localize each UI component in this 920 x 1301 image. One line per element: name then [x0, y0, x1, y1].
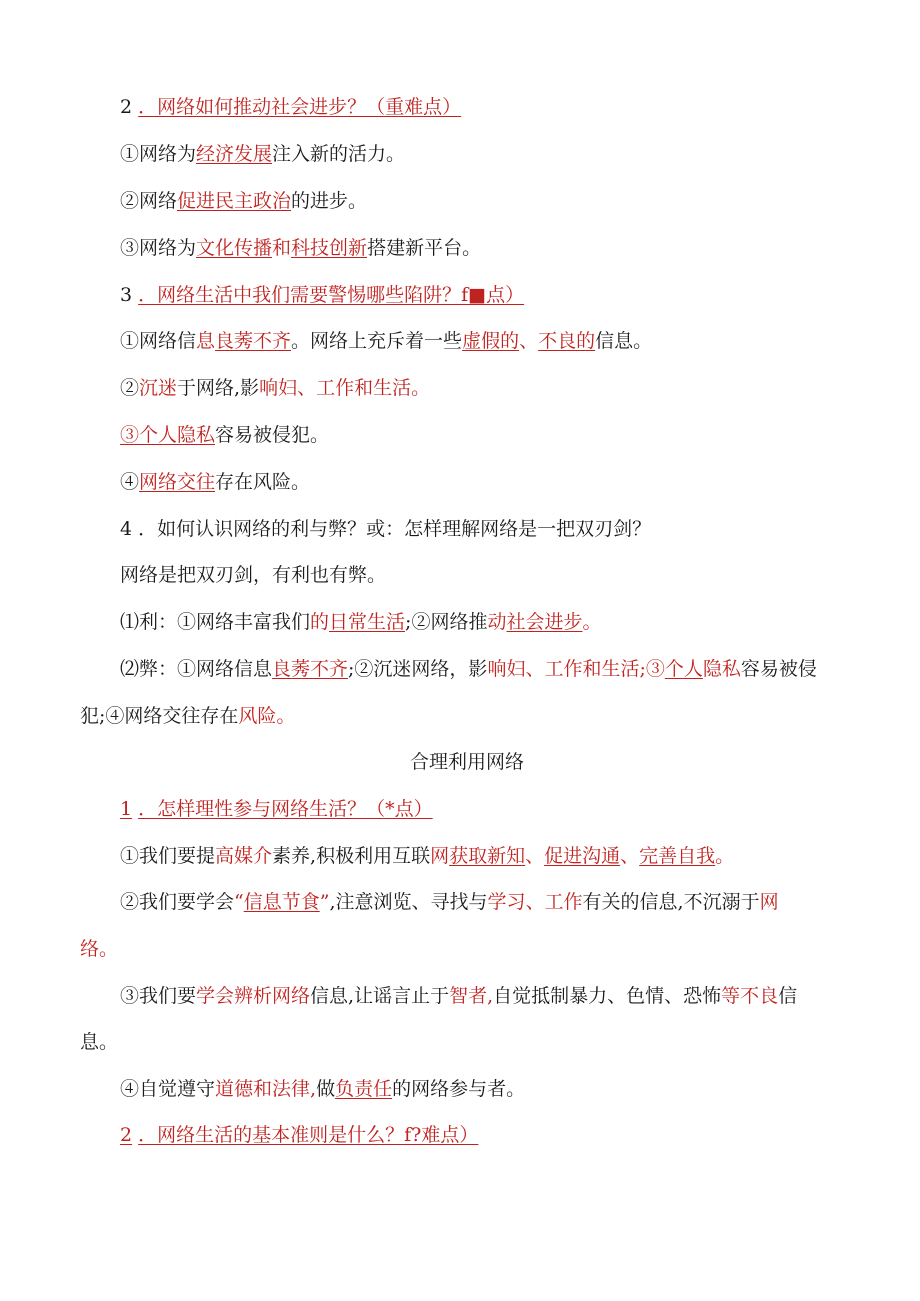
question-heading-4-pros-cons: 4 ．如何认识网络的利与弊？或：怎样理解网络是一把双刃剑？	[120, 518, 652, 540]
question-title: ．怎样理性参与网络生活？（*点）	[138, 798, 433, 820]
list-item: ②网络促进民主政治的进步。	[120, 190, 368, 212]
question-heading-1-rational-participation	[120, 796, 433, 822]
question-title: ．网络生活中我们需要警惕哪些陷阱？f■点）	[138, 284, 525, 306]
section-heading: 合理利用网络	[409, 751, 524, 773]
question-title: ．网络如何推动社会进步？（重难点）	[138, 96, 462, 118]
question-number: 2	[120, 1124, 133, 1146]
list-item: ①网络信息良莠不齐。网络上充斥着一些虚假的、不良的信息。	[120, 330, 653, 352]
question-number: 2	[120, 96, 133, 118]
list-item: ④网络交往存在风险。	[120, 471, 311, 493]
list-item: ①我们要提高媒介素养,积极利用互联网获取新知、促进沟通、完善自我。	[120, 845, 735, 867]
list-item-continuation: 络。	[80, 938, 119, 960]
question-number: 3	[120, 284, 133, 306]
paragraph: 网络是把双刃剑，有利也有弊。	[120, 564, 387, 586]
cons-line: ⑵弊：①网络信息良莠不齐;②沉迷网络，影响妇、工作和生活;③个人隐私容易被侵	[120, 658, 817, 680]
list-item: ③网络为文化传播和科技创新搭建新平台。	[120, 237, 482, 259]
cons-line-continuation: 犯;④网络交往存在风险。	[80, 705, 296, 727]
question-heading-3-network-traps	[120, 282, 524, 308]
list-item: ③个人隐私容易被侵犯。	[120, 424, 330, 446]
pros-line: ⑴利：①网络丰富我们的日常生活;②网络推动社会进步。	[120, 611, 602, 633]
question-heading-2-network-progress	[120, 94, 461, 120]
list-item: ④自觉遵守道德和法律,做负责任的网络参与者。	[120, 1078, 526, 1100]
list-item: ①网络为经济发展注入新的活力。	[120, 143, 406, 165]
question-heading-2-basic-rules	[120, 1122, 478, 1148]
question-number: 1	[120, 798, 133, 820]
question-title: ．网络生活的基本准则是什么？f?难点）	[138, 1124, 479, 1146]
list-item: ③我们要学会辨析网络信息,让谣言止于智者,自觉抵制暴力、色情、恐怖等不良信	[120, 985, 798, 1007]
list-item: ②沉迷于网络,影响妇、工作和生活。	[120, 377, 431, 399]
list-item: ②我们要学会“信息节食”,注意浏览、寻找与学习、工作有关的信息,不沉溺于网	[120, 891, 779, 913]
list-item-continuation: 息。	[80, 1031, 119, 1053]
